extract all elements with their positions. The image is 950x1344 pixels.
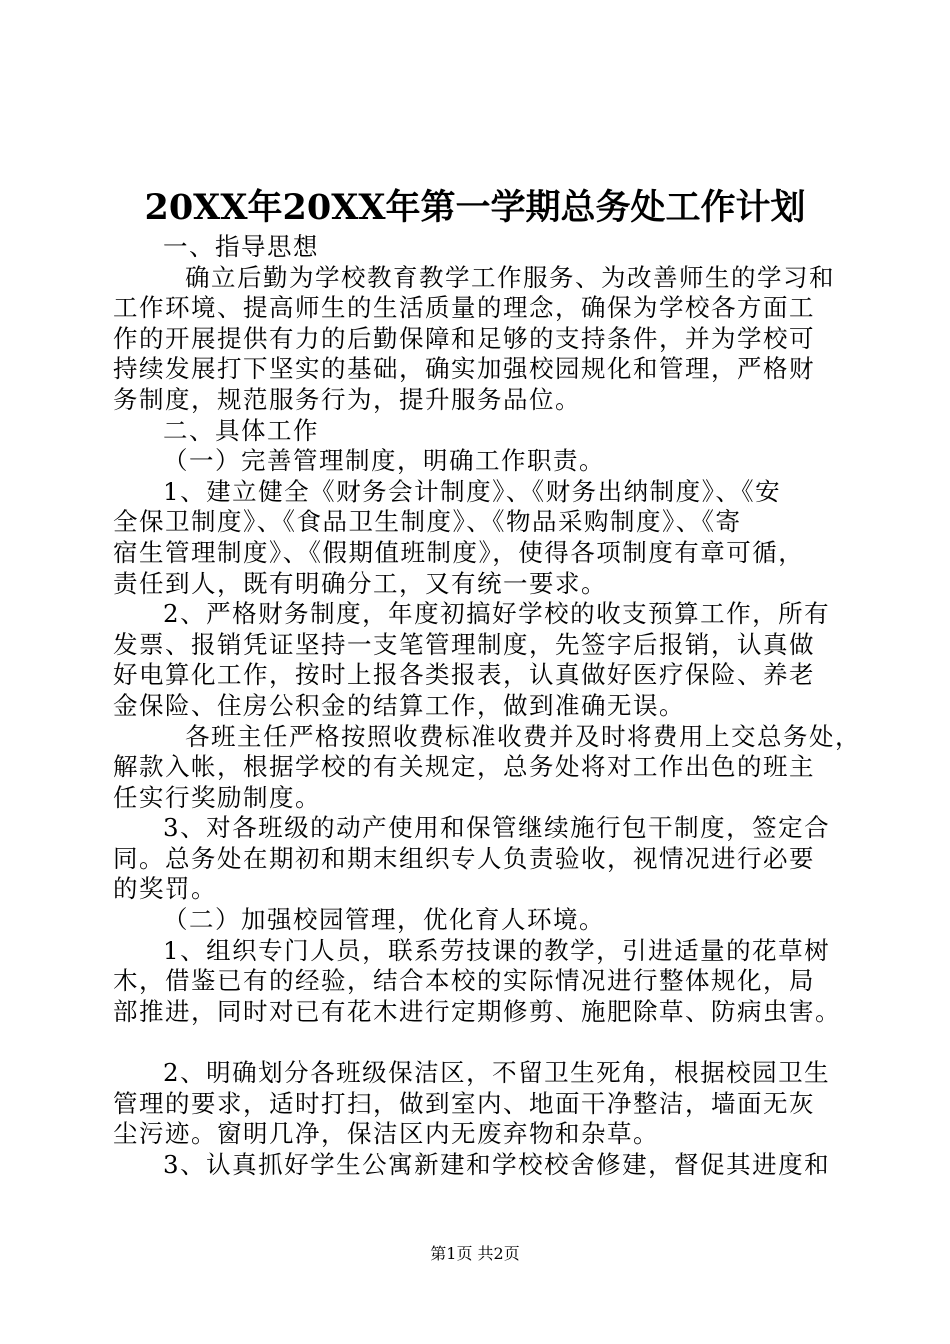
paragraph-line: 1、建立健全《财务会计制度》、《财务出纳制度》、《安	[163, 476, 782, 506]
paragraph-line: 任实行奖励制度。	[113, 782, 321, 812]
document-title: 20XX年20XX年第一学期总务处工作计划	[144, 187, 806, 228]
paragraph-line: 全保卫制度》、《食品卫生制度》、《物品采购制度》、《寄	[113, 507, 742, 537]
document-body	[113, 232, 861, 1180]
paragraph-line: 各班主任严格按照收费标准收费并及时将费用上交总务处，	[185, 721, 861, 751]
paragraph-line: 部推进，同时对已有花木进行定期修剪、施肥除草、防病虫害。	[113, 996, 841, 1026]
paragraph-line: 务制度，规范服务行为，提升服务品位。	[113, 384, 581, 414]
paragraph-line: 宿生管理制度》、《假期值班制度》，使得各项制度有章可循，	[113, 537, 805, 567]
paragraph-line: （二）加强校园管理，优化育人环境。	[163, 905, 605, 935]
paragraph-line: 二、具体工作	[163, 415, 319, 445]
page-footer: 第1页 共2页	[430, 1244, 520, 1263]
paragraph-line: 发票、报销凭证坚持一支笔管理制度，先签字后报销，认真做	[113, 629, 815, 659]
paragraph-line: 2、明确划分各班级保洁区，不留卫生死角，根据校园卫生	[163, 1058, 831, 1088]
paragraph-line: 责任到人，既有明确分工，又有统一要求。	[113, 568, 607, 598]
blank-line	[113, 1027, 845, 1058]
paragraph-line: 的奖罚。	[113, 874, 217, 904]
paragraph-line: 作的开展提供有力的后勤保障和足够的支持条件，并为学校可	[113, 323, 815, 353]
paragraph-line: 金保险、住房公积金的结算工作，做到准确无误。	[113, 690, 685, 720]
paragraph-line: 1、组织专门人员，联系劳技课的教学，引进适量的花草树	[163, 935, 831, 965]
paragraph-line: （一）完善管理制度，明确工作职责。	[163, 446, 605, 476]
paragraph-line: 一、指导思想	[163, 232, 319, 261]
paragraph-line: 工作环境、提高师生的生活质量的理念，确保为学校各方面工	[113, 293, 815, 323]
paragraph-line: 确立后勤为学校教育教学工作服务、为改善师生的学习和	[185, 262, 835, 292]
paragraph-line: 3、对各班级的动产使用和保管继续施行包干制度，签定合	[163, 813, 831, 843]
paragraph-line: 好电算化工作，按时上报各类报表，认真做好医疗保险、养老	[113, 660, 815, 690]
paragraph-line: 解款入帐，根据学校的有关规定，总务处将对工作出色的班主	[113, 752, 815, 782]
paragraph-line: 木，借鉴已有的经验，结合本校的实际情况进行整体规化，局	[113, 966, 815, 996]
paragraph-line: 尘污迹。窗明几净，保洁区内无废弃物和杂草。	[113, 1119, 659, 1149]
paragraph-line: 2、严格财务制度，年度初搞好学校的收支预算工作，所有	[163, 599, 831, 629]
paragraph-line: 同。总务处在期初和期末组织专人负责验收，视情况进行必要	[113, 843, 815, 873]
paragraph-line: 持续发展打下坚实的基础，确实加强校园规化和管理，严格财	[113, 354, 815, 384]
paragraph-line: 3、认真抓好学生公寓新建和学校校舍修建，督促其进度和	[163, 1149, 831, 1179]
paragraph-line: 管理的要求，适时打扫，做到室内、地面干净整洁，墙面无灰	[113, 1088, 815, 1118]
